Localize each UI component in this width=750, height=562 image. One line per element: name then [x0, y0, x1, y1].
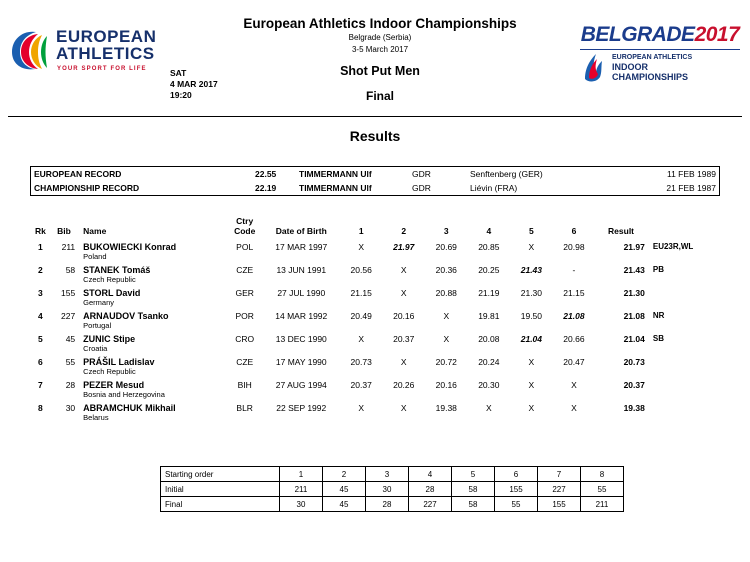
session-time: 19:20	[170, 90, 192, 100]
row-attempt-3: X	[443, 334, 450, 344]
table-row[interactable]	[30, 262, 720, 285]
row-result: 21.04	[623, 334, 645, 344]
row-result: 20.73	[623, 357, 645, 367]
belgrade-sublogo-text	[612, 54, 692, 83]
row-result: 21.08	[623, 311, 645, 321]
row-bib: 30	[65, 403, 76, 413]
row-rank: 2	[38, 265, 43, 275]
row-attempt-3: 20.88	[435, 288, 457, 298]
row-result: 21.43	[623, 265, 645, 275]
page-header	[0, 0, 750, 112]
row-dob: 17 MAR 1997	[275, 242, 328, 252]
athlete-name: BUKOWIECKI Konrad	[83, 242, 177, 252]
results-table	[30, 214, 720, 423]
row-attempt-6: 21.08	[563, 311, 585, 321]
session-info	[170, 68, 218, 101]
row-attempt-5: X	[528, 357, 535, 367]
record-nationality: GDR	[412, 183, 431, 193]
table-row[interactable]	[30, 331, 720, 354]
row-attempt-5: 21.43	[520, 265, 543, 275]
row-athlete	[77, 377, 227, 400]
starting-order-bib: 30	[280, 497, 323, 512]
row-attempt-6: 21.15	[563, 288, 585, 298]
row-attempt-6: 20.47	[563, 357, 585, 367]
belgrade-sub-line3: CHAMPIONSHIPS	[612, 72, 689, 83]
row-attempt-4: 21.19	[478, 288, 500, 298]
header-attempt-1: 1	[358, 226, 364, 236]
starting-order-bib: 55	[581, 482, 624, 497]
starting-order-bib: 28	[409, 482, 452, 497]
row-attempt-6: -	[572, 265, 576, 275]
row-note: NR	[652, 311, 665, 320]
row-attempt-2: X	[400, 403, 407, 413]
row-bib: 28	[65, 380, 76, 390]
starting-order-bib: 45	[323, 482, 366, 497]
row-country-code: BLR	[236, 403, 253, 413]
starting-order-bib: 155	[538, 497, 581, 512]
row-dob: 22 SEP 1992	[276, 403, 327, 413]
session-day: SAT	[170, 68, 187, 78]
starting-order-bib: 55	[495, 497, 538, 512]
table-row[interactable]	[30, 308, 720, 331]
row-country-code: CZE	[236, 265, 254, 275]
starting-order-header-row	[161, 467, 624, 482]
header-bib: Bib	[57, 226, 71, 236]
row-rank: 5	[38, 334, 43, 344]
row-bib: 155	[60, 288, 76, 298]
row-attempt-3: 20.72	[435, 357, 457, 367]
row-note: SB	[652, 334, 664, 343]
table-row[interactable]	[30, 239, 720, 262]
athlete-country: Czech Republic	[83, 275, 136, 284]
row-attempt-4: 20.25	[478, 265, 500, 275]
header-note	[647, 214, 720, 239]
row-result: 21.30	[623, 288, 645, 298]
row-attempt-5: 21.04	[520, 334, 543, 344]
row-note	[647, 377, 720, 400]
row-result: 19.38	[623, 403, 645, 413]
ea-logo-text	[56, 28, 156, 62]
row-attempt-4: 20.85	[478, 242, 500, 252]
athlete-name: ABRAMCHUK Mikhail	[83, 403, 176, 413]
event-title-block	[180, 16, 580, 103]
starting-order-row-final	[161, 497, 624, 512]
belgrade-wordmark	[580, 24, 740, 46]
records-table	[30, 166, 720, 196]
row-athlete	[77, 239, 227, 262]
row-result: 20.37	[623, 380, 645, 390]
starting-order-row-label: Final	[161, 497, 280, 512]
row-athlete	[77, 354, 227, 377]
row-athlete	[77, 262, 227, 285]
event-round: Final	[365, 89, 394, 103]
table-row[interactable]	[30, 285, 720, 308]
header-divider	[8, 116, 742, 117]
starting-order-position: 5	[452, 467, 495, 482]
record-mark: 22.19	[255, 183, 277, 193]
row-attempt-2: 21.97	[393, 242, 415, 252]
starting-order-bib: 155	[495, 482, 538, 497]
row-attempt-1: X	[358, 242, 365, 252]
table-row[interactable]	[30, 400, 720, 423]
belgrade-wordmark-year: 2017	[694, 23, 740, 46]
header-attempt-3: 3	[443, 226, 449, 236]
row-athlete	[77, 400, 227, 423]
starting-order-bib: 58	[452, 497, 495, 512]
session-date: 4 MAR 2017	[170, 79, 218, 89]
belgrade-wordmark-city: BELGRADE	[580, 23, 695, 46]
belgrade-divider	[580, 49, 740, 50]
row-country-code: POR	[235, 311, 254, 321]
row-attempt-2: X	[400, 357, 407, 367]
starting-order-position: 8	[581, 467, 624, 482]
event-name: Shot Put Men	[340, 64, 420, 78]
row-attempt-1: 20.56	[350, 265, 372, 275]
row-attempt-5: X	[528, 403, 535, 413]
row-attempt-3: 19.38	[435, 403, 457, 413]
starting-order-bib: 227	[538, 482, 581, 497]
results-table-head	[30, 214, 720, 239]
row-attempt-1: X	[358, 334, 365, 344]
row-country-code: GER	[235, 288, 254, 298]
belgrade-2017-logo	[580, 24, 740, 83]
athlete-country: Portugal	[83, 321, 112, 330]
row-attempt-4: 20.30	[478, 380, 500, 390]
row-attempt-2: 20.16	[393, 311, 415, 321]
row-country-code: POL	[236, 242, 254, 252]
row-attempt-1: 20.49	[350, 311, 372, 321]
row-attempt-1: 21.15	[350, 288, 372, 298]
athlete-name: STORL David	[83, 288, 141, 298]
row-attempt-1: X	[358, 403, 365, 413]
row-attempt-5: 21.30	[520, 288, 543, 298]
starting-order-bib: 211	[280, 482, 323, 497]
ea-logo-line2: ATHLETICS	[56, 44, 155, 63]
starting-order-position: 4	[409, 467, 452, 482]
row-rank: 3	[38, 288, 43, 298]
starting-order-bib: 45	[323, 497, 366, 512]
athlete-name: ZUNIC Stipe	[83, 334, 136, 344]
row-note	[647, 400, 720, 423]
row-attempt-5: 19.50	[520, 311, 543, 321]
record-label: EUROPEAN RECORD	[34, 169, 122, 179]
results-table-wrapper	[30, 214, 720, 423]
starting-order-position: 3	[366, 467, 409, 482]
belgrade-sublogo	[580, 53, 740, 83]
starting-order-row-label: Initial	[161, 482, 280, 497]
starting-order-body	[161, 467, 624, 512]
row-attempt-3: 20.36	[435, 265, 457, 275]
ea-logo-tagline: YOUR SPORT FOR LIFE	[57, 66, 147, 72]
header-attempt-2: 2	[401, 226, 407, 236]
row-rank: 4	[38, 311, 43, 321]
starting-order-position: 7	[538, 467, 581, 482]
european-athletics-swoosh-icon	[8, 28, 54, 72]
header-country-code-line2: Code	[234, 226, 256, 236]
athlete-country: Poland	[83, 252, 107, 261]
starting-order-label: Starting order	[161, 467, 280, 482]
athlete-country: Czech Republic	[83, 367, 136, 376]
championship-dates: 3-5 March 2017	[351, 45, 409, 54]
row-country-code: BIH	[237, 380, 252, 390]
athlete-name: PEZER Mesud	[83, 380, 145, 390]
athlete-country: Bosnia and Herzegovina	[83, 390, 165, 399]
record-holder: TIMMERMANN Ulf	[299, 183, 372, 193]
results-heading: Results	[349, 128, 401, 144]
record-mark: 22.55	[255, 169, 277, 179]
row-attempt-4: 19.81	[478, 311, 500, 321]
record-date: 21 FEB 1987	[666, 183, 716, 193]
row-note	[647, 285, 720, 308]
row-attempt-5: X	[528, 380, 535, 390]
record-label: CHAMPIONSHIP RECORD	[34, 183, 140, 193]
row-attempt-6: X	[571, 403, 577, 413]
athlete-country: Germany	[83, 298, 115, 307]
row-attempt-4: 20.08	[478, 334, 500, 344]
record-row-er	[31, 167, 720, 182]
row-bib: 55	[65, 357, 76, 367]
starting-order-table	[160, 466, 624, 512]
row-bib: 58	[65, 265, 76, 275]
row-attempt-2: 20.37	[393, 334, 415, 344]
row-athlete	[77, 285, 227, 308]
athlete-name: PRÁŠIL Ladislav	[83, 357, 155, 367]
row-dob: 27 JUL 1990	[277, 288, 326, 298]
championship-title: European Athletics Indoor Championships	[243, 16, 517, 31]
row-rank: 6	[38, 357, 43, 367]
row-bib: 227	[60, 311, 76, 321]
belgrade-sub-line2: INDOOR	[612, 62, 648, 73]
record-nationality: GDR	[412, 169, 431, 179]
row-country-code: CZE	[236, 357, 254, 367]
athlete-name: ARNAUDOV Tsanko	[83, 311, 169, 321]
header-attempt-5: 5	[529, 226, 534, 236]
row-bib: 211	[61, 242, 76, 252]
row-attempt-3: X	[443, 311, 450, 321]
ea-logo-line1: EUROPEAN	[56, 27, 157, 46]
record-date: 11 FEB 1989	[667, 169, 716, 179]
table-row[interactable]	[30, 377, 720, 400]
row-bib: 45	[65, 334, 76, 344]
starting-order-bib: 211	[581, 497, 624, 512]
row-attempt-5: X	[528, 242, 535, 252]
row-attempt-3: 20.16	[435, 380, 457, 390]
row-note	[647, 354, 720, 377]
starting-order-bib: 30	[366, 482, 409, 497]
row-country-code: CRO	[235, 334, 255, 344]
starting-order-position: 1	[280, 467, 323, 482]
record-row-cr	[31, 181, 720, 196]
results-table-body	[30, 239, 720, 423]
athlete-name: STANEK Tomáš	[83, 265, 151, 275]
starting-order-position: 6	[495, 467, 538, 482]
results-header-row	[30, 214, 720, 239]
header-result: Result	[608, 226, 635, 236]
row-attempt-6: 20.66	[563, 334, 585, 344]
belgrade-2017-torch-icon	[580, 53, 606, 83]
record-place: Liévin (FRA)	[470, 183, 518, 193]
row-dob: 13 DEC 1990	[275, 334, 327, 344]
row-dob: 27 AUG 1994	[275, 380, 327, 390]
row-attempt-6: 20.98	[563, 242, 585, 252]
record-holder: TIMMERMANN Ulf	[299, 169, 372, 179]
belgrade-sub-line1: EUROPEAN ATHLETICS	[612, 53, 693, 61]
record-place: Senftenberg (GER)	[470, 169, 543, 179]
header-country-code	[227, 214, 263, 239]
row-attempt-3: 20.69	[435, 242, 457, 252]
records-body	[31, 167, 720, 196]
row-attempt-2: X	[400, 265, 407, 275]
championship-city: Belgrade (Serbia)	[348, 33, 412, 42]
row-athlete	[77, 331, 227, 354]
starting-order-bib: 227	[409, 497, 452, 512]
row-attempt-2: X	[400, 288, 407, 298]
row-athlete	[77, 308, 227, 331]
row-attempt-6: X	[571, 380, 577, 390]
european-athletics-logo	[8, 26, 168, 82]
starting-order-bib: 28	[366, 497, 409, 512]
row-rank: 1	[38, 242, 43, 252]
header-name: Name	[83, 226, 107, 236]
row-attempt-4: X	[486, 403, 492, 413]
header-attempt-6: 6	[571, 226, 577, 236]
athlete-country: Croatia	[83, 344, 108, 353]
row-attempt-2: 20.26	[393, 380, 415, 390]
row-note: PB	[652, 265, 664, 274]
row-dob: 17 MAY 1990	[275, 357, 327, 367]
starting-order-bib: 58	[452, 482, 495, 497]
header-country-code-line1: Ctry	[236, 216, 254, 226]
row-dob: 14 MAR 1992	[275, 311, 328, 321]
row-note: EU23R,WL	[652, 242, 694, 251]
row-result: 21.97	[623, 242, 645, 252]
header-attempt-4: 4	[486, 226, 492, 236]
row-attempt-1: 20.37	[350, 380, 372, 390]
row-rank: 8	[38, 403, 43, 413]
row-attempt-1: 20.73	[350, 357, 372, 367]
header-dob: Date of Birth	[275, 226, 327, 236]
header-rank: Rk	[34, 226, 46, 236]
row-rank: 7	[38, 380, 43, 390]
starting-order-position: 2	[323, 467, 366, 482]
row-attempt-4: 20.24	[478, 357, 500, 367]
athlete-country: Belarus	[83, 413, 109, 422]
starting-order-row-initial	[161, 482, 624, 497]
row-dob: 13 JUN 1991	[276, 265, 327, 275]
table-row[interactable]	[30, 354, 720, 377]
